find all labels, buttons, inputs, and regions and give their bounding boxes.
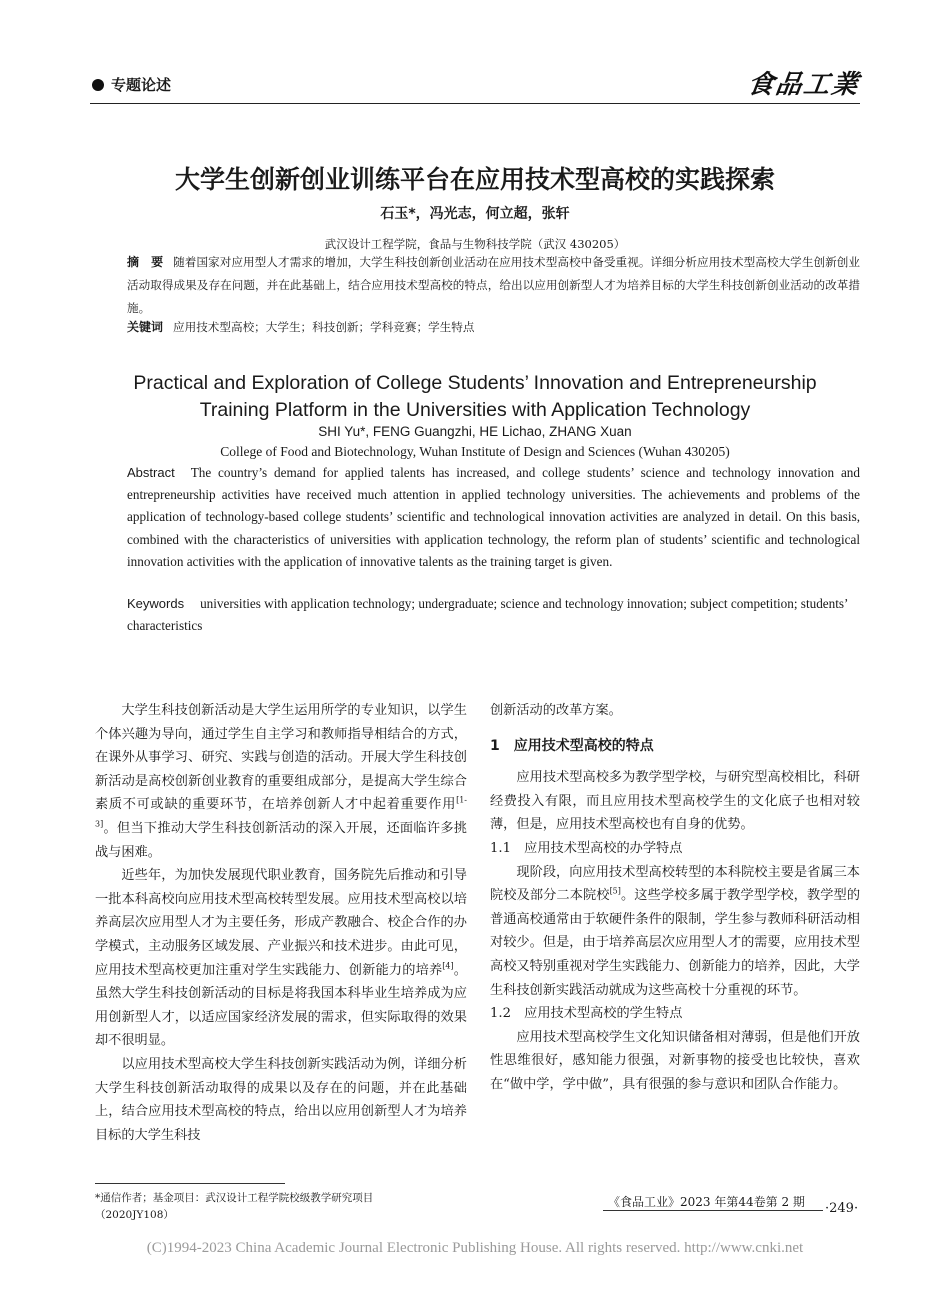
abstract-cn-text: 随着国家对应用型人才需求的增加，大学生科技创新创业活动在应用技术型高校中备受重视。详细分析应用技术型高校大学生创新创业活动取得成果及存在问题，并在此基础上，结合应用技术型高校的特点，给出以应用创新型人才为培养目标的大学生科技创新创业活动的改革措施。 [127, 255, 860, 315]
body-paragraph [95, 699, 467, 864]
abstract-en [127, 462, 860, 573]
authors-en: SHI Yu*, FENG Guangzhi, HE Lichao, ZHANG Xuan [318, 424, 632, 439]
section-heading-1-1: 1.1 应用技术型高校的办学特点 [490, 840, 683, 856]
body-left-column [95, 699, 467, 1147]
section-heading-1: 1 应用技术型高校的特点 [490, 737, 654, 754]
paper-title-cn: 大学生创新创业训练平台在应用技术型高校的实践探索 [174, 165, 775, 194]
keywords-cn-text: 应用技术型高校；大学生；科技创新；学科竞赛；学生特点 [173, 320, 475, 334]
footer-divider [603, 1210, 823, 1211]
body-paragraph: 应用技术型高校学生文化知识储备相对薄弱，但是他们开放性思维很好，感知能力很强，对新事物的接受也比较快，喜欢在“做中学，学中做”，具有很强的参与意识和团队合作能力。 [490, 1029, 860, 1092]
citation: [1-3] [95, 795, 467, 829]
citation: [4] [442, 961, 454, 971]
section-tag-label: 专题论述 [111, 76, 172, 94]
abstract-en-text: The country’s demand for applied talents has increased, and college students’ science and technology innovation and entrepreneurship activities have received much attention in applied technology universities. The achievements and problems of the application of technology-based college students’ scientific and technological innovation activities are analyzed in detail. On this basis, combined with the characteristics of universities with application technology, the reform plan of students’ scientific and technological innovation activities with the application of innovative talents as the training target is given. [127, 465, 860, 569]
body-paragraph: 应用技术型高校多为教学型学校，与研究型高校相比，科研经费投入有限，而且应用技术型高校学生的文化底子也相对较薄，但是，应用技术型高校也有自身的优势。 [490, 770, 860, 833]
abstract-en-label: Abstract [127, 465, 175, 480]
keywords-en-text: universities with application technology; undergraduate; science and technology innovation; subject competition; students’ characteristics [127, 596, 848, 634]
title-en-line2: Training Platform in the Universities with Application Technology [199, 399, 751, 421]
affiliation-cn: 武汉设计工程学院，食品与生物科技学院（武汉 430205） [324, 237, 626, 251]
journal-logo: 食品工業 [745, 70, 862, 100]
paragraph-text: 。但当下推动大学生科技创新活动的深入开展，还面临许多挑战与困难。 [95, 820, 467, 860]
paper-title-en [0, 370, 950, 424]
body-paragraph: 以应用技术型高校大学生科技创新实践活动为例，详细分析大学生科技创新活动取得的成果以及存在的问题，并在此基础上，结合应用技术型高校的特点，给出以应用创新型人才为培养目标的大学生科技 [95, 1056, 467, 1143]
bullet-icon [92, 79, 104, 91]
footer-journal-info: 《食品工业》2023 年第44卷第 2 期 [608, 1195, 805, 1209]
paragraph-text: 现阶段，向应用技术型高校转型的本科院校主要是省属三本院校及部分二本院校 [490, 864, 860, 904]
title-en-line1: Practical and Exploration of College Students’ Innovation and Entrepreneurship [133, 372, 817, 394]
body-paragraph [490, 861, 860, 1003]
authors-cn: 石玉*，冯光志，何立超，张轩 [380, 206, 570, 222]
keywords-cn [127, 316, 860, 339]
page-number: ·249· [825, 1201, 859, 1216]
keywords-cn-label: 关键词 [127, 320, 164, 334]
paragraph-text: 近些年，为加快发展现代职业教育，国务院先后推动和引导一批本科高校向应用技术型高校转型发展。应用技术型高校以培养高层次应用型人才为主要任务，形成产教融合、校企合作的办学模式，主动服务区域发展、产业振兴和技术进步。由此可见，应用技术型高校更加注重对学生实践能力、创新能力的培养 [95, 868, 467, 978]
keywords-en-label: Keywords [127, 596, 185, 611]
body-paragraph [95, 864, 467, 1053]
section-tag [92, 74, 171, 95]
abstract-cn [127, 251, 860, 320]
abstract-cn-label: 摘 要 [127, 255, 164, 269]
paragraph-text: 。这些学校多属于教学型学校，教学型的普通高校通常由于软硬件条件的限制，学生参与教师科研活动相对较少。但是，由于培养高层次应用型人才的需要，应用技术型高校又特别重视对学生实践能力、创新能力的培养，因此，大学生科技创新实践活动就成为这些高校十分重视的环节。 [490, 888, 861, 998]
section-heading-1-2: 1.2 应用技术型高校的学生特点 [490, 1006, 683, 1022]
footnote-divider [95, 1183, 285, 1184]
affiliation-en: College of Food and Biotechnology, Wuhan Institute of Design and Sciences (Wuhan 430205) [220, 444, 730, 459]
copyright-watermark: (C)1994-2023 China Academic Journal Electronic Publishing House. All rights reserved. http://www.cnki.net [146, 1240, 804, 1256]
header-divider [90, 103, 860, 104]
footnote [95, 1190, 475, 1224]
paragraph-text: 。虽然大学生科技创新活动的目标是将我国本科毕业生培养成为应用创新型人才，以适应国家经济发展的需求，但实际取得的效果却不很明显。 [95, 962, 467, 1049]
footnote-line: *通信作者；基金项目：武汉设计工程学院校级教学研究项目 [95, 1192, 374, 1204]
body-paragraph: 创新活动的改革方案。 [490, 703, 622, 718]
paragraph-text: 大学生科技创新活动是大学生运用所学的专业知识，以学生个体兴趣为导向，通过学生自主学习和教师指导相结合的方式，在课外从事学习、研究、实践与创造的活动。开展大学生科技创新活动是高校创新创业教育的重要组成部分，是提高大学生综合素质不可或缺的重要环节，在培养创新人才中起着重要作用 [95, 703, 467, 813]
keywords-en [127, 593, 860, 637]
body-right-column [490, 699, 860, 1097]
footnote-line: （2020JY108） [95, 1209, 174, 1221]
citation: [5] [609, 886, 621, 896]
